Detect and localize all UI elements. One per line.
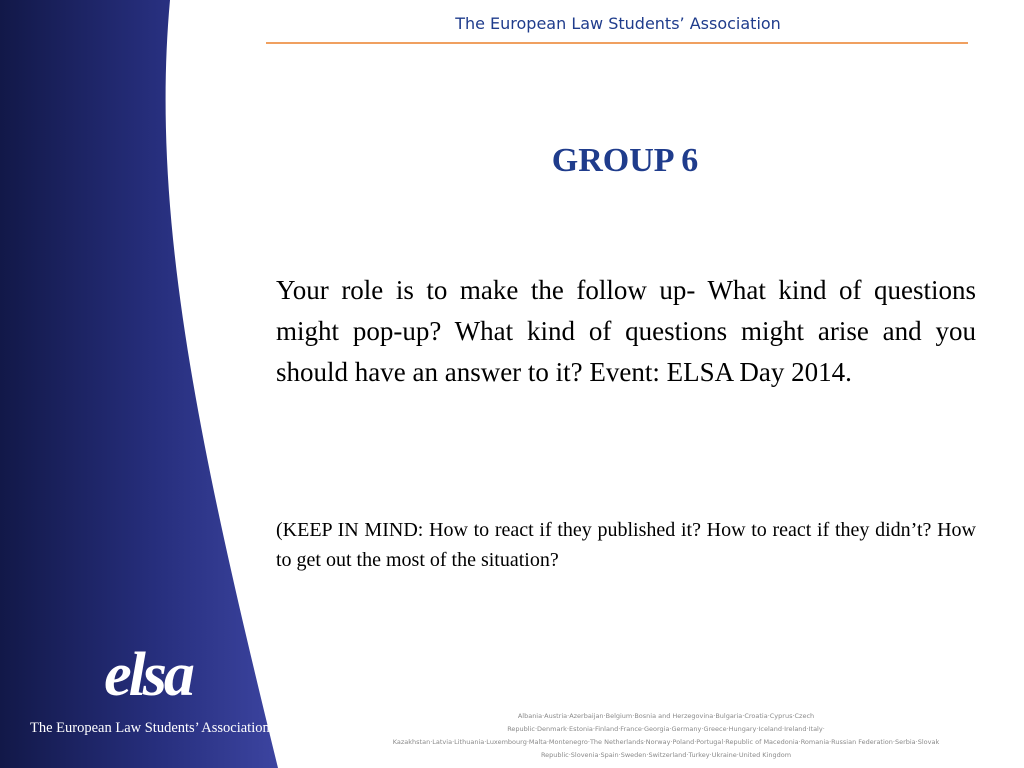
slide-title: GROUP 6 — [551, 142, 699, 179]
footer-countries-line: Kazakhstan·Latvia·Lithuania·Luxembourg·Malta·Montenegro·The Netherlands·Norway·Poland·Portugal·Republic of Macedonia·Romania·Russian Federation·Serbia·Slovak — [392, 738, 940, 746]
elsa-logo: elsa — [104, 641, 192, 709]
header-divider — [266, 42, 968, 44]
header-title: The European Law Students’ Association — [455, 14, 781, 33]
footer-country-list — [360, 710, 972, 762]
logo-caption: The European Law Students’ Association — [30, 720, 270, 736]
footer-countries-line: Republic·Slovenia·Spain·Sweden·Switzerland·Turkey·Ukraine·United Kingdom — [540, 751, 792, 759]
slide-note-text: (KEEP IN MIND: How to react if they published it? How to react if they didn’t? How to get out the most of the situation? — [276, 519, 976, 571]
footer-countries-line: Albania·Austria·Azerbaijan·Belgium·Bosnia and Herzegovina·Bulgaria·Croatia·Cyprus·Czech Republic·Denmark·Estonia·Finland·France·Georgia·Germany·Greece·Hungary·Iceland·Ireland·Italy· — [507, 712, 825, 733]
slide-body-text: Your role is to make the follow up- What kind of questions might pop-up? What kind of questions might arise and you should have an answer to it? Event: ELSA Day 2014. — [276, 275, 976, 387]
